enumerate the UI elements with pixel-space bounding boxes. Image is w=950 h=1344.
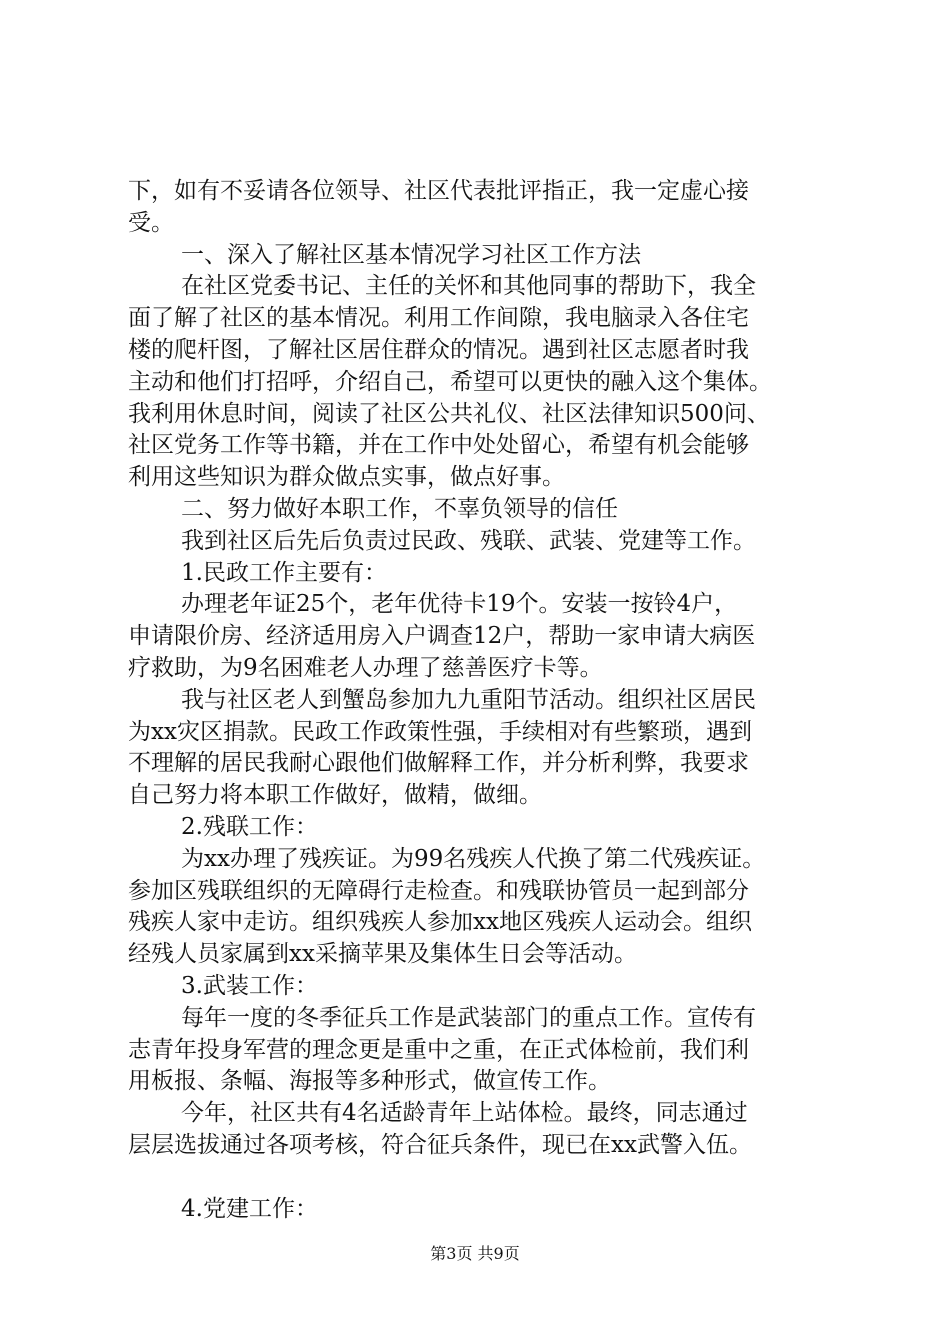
page-number: 第3页 共9页 (430, 1244, 520, 1263)
text-line: 二、努力做好本职工作，不辜负领导的信任 (181, 495, 618, 522)
text-line: 主动和他们打招呼，介绍自己，希望可以更快的融入这个集体。 (128, 368, 772, 395)
text-line: 疗救助，为9名困难老人办理了慈善医疗卡等。 (128, 654, 603, 681)
text-line: 我到社区后先后负责过民政、残联、武装、党建等工作。 (181, 527, 756, 554)
text-line: 今年，社区共有4名适龄青年上站体检。最终，同志通过 (181, 1100, 748, 1127)
text-line: 志青年投身军营的理念更是重中之重，在正式体检前，我们利 (128, 1036, 749, 1063)
text-line: 为xx灾区捐款。民政工作政策性强，手续相对有些繁琐，遇到 (128, 718, 752, 745)
text-line: 社区党务工作等书籍，并在工作中处处留心，希望有机会能够 (128, 432, 749, 459)
text-line: 1.民政工作主要有： (181, 559, 387, 586)
text-line: 我与社区老人到蟹岛参加九九重阳节活动。组织社区居民 (181, 686, 756, 713)
text-line: 利用这些知识为群众做点实事，做点好事。 (128, 464, 565, 491)
document-body (128, 176, 843, 1225)
text-line: 用板报、条幅、海报等多种形式，做宣传工作。 (128, 1068, 611, 1095)
text-line: 下，如有不妥请各位领导、社区代表批评指正，我一定虚心接 (128, 178, 749, 204)
text-line: 每年一度的冬季征兵工作是武装部门的重点工作。宣传有 (181, 1004, 756, 1031)
text-line: 不理解的居民我耐心跟他们做解释工作，并分析利弊，我要求 (128, 750, 749, 777)
text-line: 残疾人家中走访。组织残疾人参加xx地区残疾人运动会。组织 (128, 909, 752, 936)
text-line: 在社区党委书记、主任的关怀和其他同事的帮助下，我全 (181, 273, 756, 300)
text-line: 办理老年证25个，老年优待卡19个。安装一按铃4户， (181, 591, 738, 618)
text-line: 受。 (128, 209, 174, 236)
text-line: 2.残联工作： (181, 813, 318, 840)
text-line: 4.党建工作： (181, 1195, 318, 1222)
text-line: 我利用休息时间，阅读了社区公共礼仪、社区法律知识500问、 (128, 400, 770, 427)
text-line: 经残人员家属到xx采摘苹果及集体生日会等活动。 (128, 941, 637, 968)
page-footer (0, 1243, 950, 1265)
text-line: 参加区残联组织的无障碍行走检查。和残联协管员一起到部分 (128, 877, 749, 904)
blank-line (128, 1162, 843, 1194)
text-line: 一、深入了解社区基本情况学习社区工作方法 (181, 241, 641, 268)
text-line: 为xx办理了残疾证。为99名残疾人代换了第二代残疾证。 (181, 845, 766, 872)
text-line: 申请限价房、经济适用房入户调查12户，帮助一家申请大病医 (128, 623, 756, 650)
text-line: 层层选拔通过各项考核，符合征兵条件，现已在xx武警入伍。 (128, 1131, 752, 1158)
text-line: 楼的爬杆图，了解社区居住群众的情况。遇到社区志愿者时我 (128, 336, 749, 363)
text-line: 自己努力将本职工作做好，做精，做细。 (128, 782, 542, 809)
text-line: 面了解了社区的基本情况。利用工作间隙，我电脑录入各住宅 (128, 305, 749, 332)
text-line: 3.武装工作： (181, 972, 318, 999)
